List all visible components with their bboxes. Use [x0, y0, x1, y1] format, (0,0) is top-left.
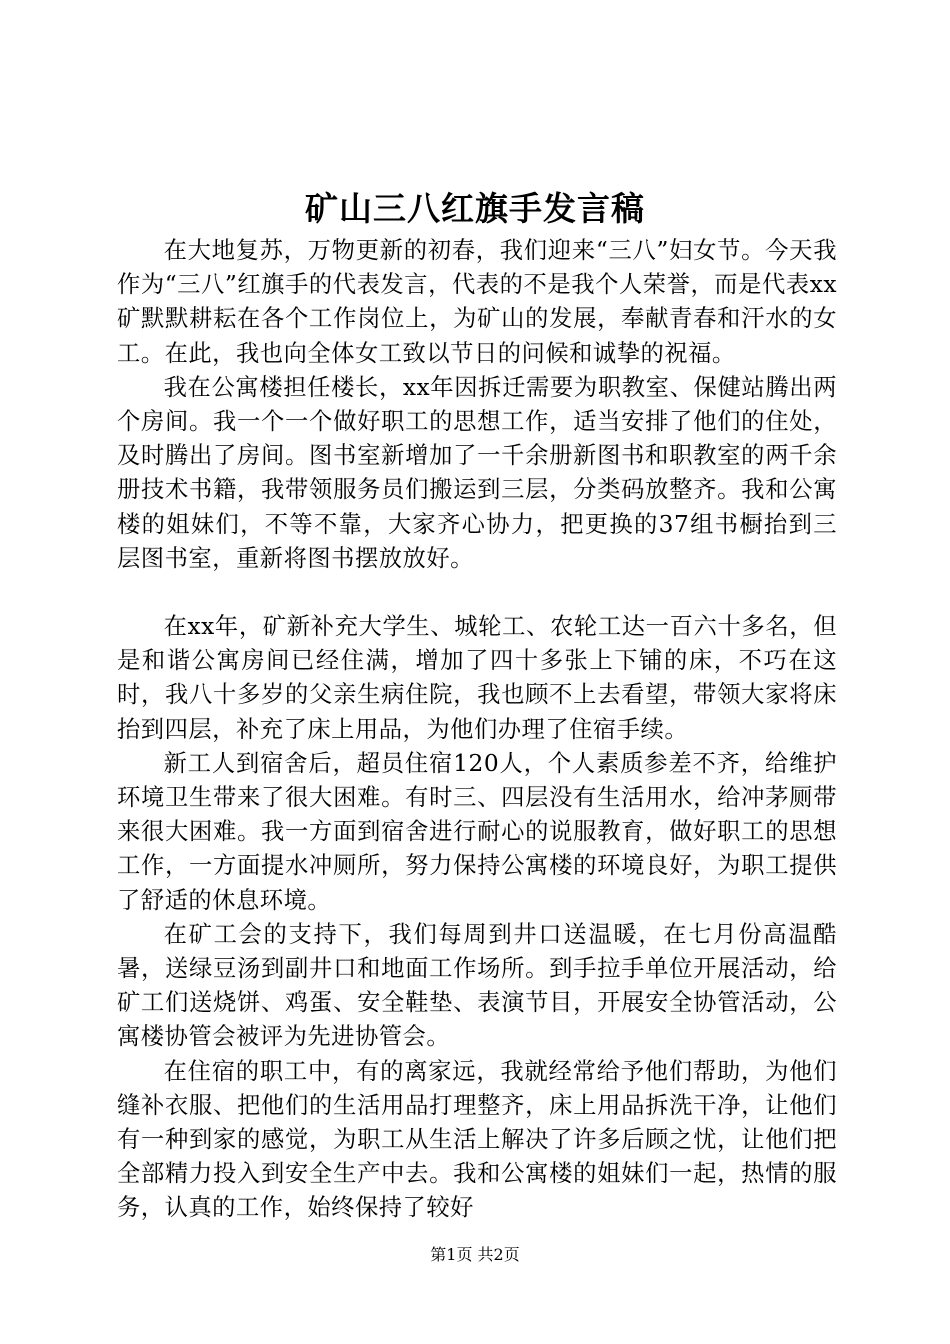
page-footer: 第1页 共2页 [430, 1245, 520, 1264]
paragraph: 在矿工会的支持下，我们每周到井口送温暖，在七月份高温酷暑，送绿豆汤到副井口和地面工作场所。到手拉手单位开展活动，给矿工们送烧饼、鸡蛋、安全鞋垫、表演节目，开展安全协管活动，公寓楼协管会被评为先进协管会。 [117, 920, 837, 1051]
paragraph: 在大地复苏，万物更新的初春，我们迎来“三八”妇女节。今天我作为“三八”红旗手的代表发言，代表的不是我个人荣誉，而是代表xx矿默默耕耘在各个工作岗位上，为矿山的发展，奉献青春和汗水的女工。在此，我也向全体女工致以节日的问候和诚挚的祝福。 [117, 237, 837, 367]
paragraph: 在xx年，矿新补充大学生、城轮工、农轮工达一百六十多名，但是和谐公寓房间已经住满，增加了四十多张上下铺的床，不巧在这时，我八十多岁的父亲生病住院，我也顾不上去看望，带领大家将床抬到四层，补充了床上用品，为他们办理了住宿手续。 [117, 613, 837, 743]
paragraph: 新工人到宿舍后，超员住宿120人，个人素质参差不齐，给维护环境卫生带来了很大困难。有时三、四层没有生活用水，给冲茅厕带来很大困难。我一方面到宿舍进行耐心的说服教育，做好职工的思想工作，一方面提水冲厕所，努力保持公寓楼的环境良好，为职工提供了舒适的休息环境。 [117, 749, 837, 914]
paragraph: 在住宿的职工中，有的离家远，我就经常给予他们帮助，为他们缝补衣服、把他们的生活用品打理整齐，床上用品拆洗干净，让他们有一种到家的感觉，为职工从生活上解决了许多后顾之忧，让他们把全部精力投入到安全生产中去。我和公寓楼的姐妹们一起，热情的服务，认真的工作，始终保持了较好 [117, 1057, 837, 1222]
paragraph: 我在公寓楼担任楼长，xx年因拆迁需要为职教室、保健站腾出两个房间。我一个一个做好职工的思想工作，适当安排了他们的住处，及时腾出了房间。图书室新增加了一千余册新图书和职教室的两千余册技术书籍，我带领服务员们搬运到三层，分类码放整齐。我和公寓楼的姐妹们，不等不靠，大家齐心协力，把更换的37组书橱抬到三层图书室，重新将图书摆放放好。 [117, 373, 837, 572]
document-body [117, 234, 837, 1226]
document-title: 矿山三八红旗手发言稿 [305, 189, 645, 228]
